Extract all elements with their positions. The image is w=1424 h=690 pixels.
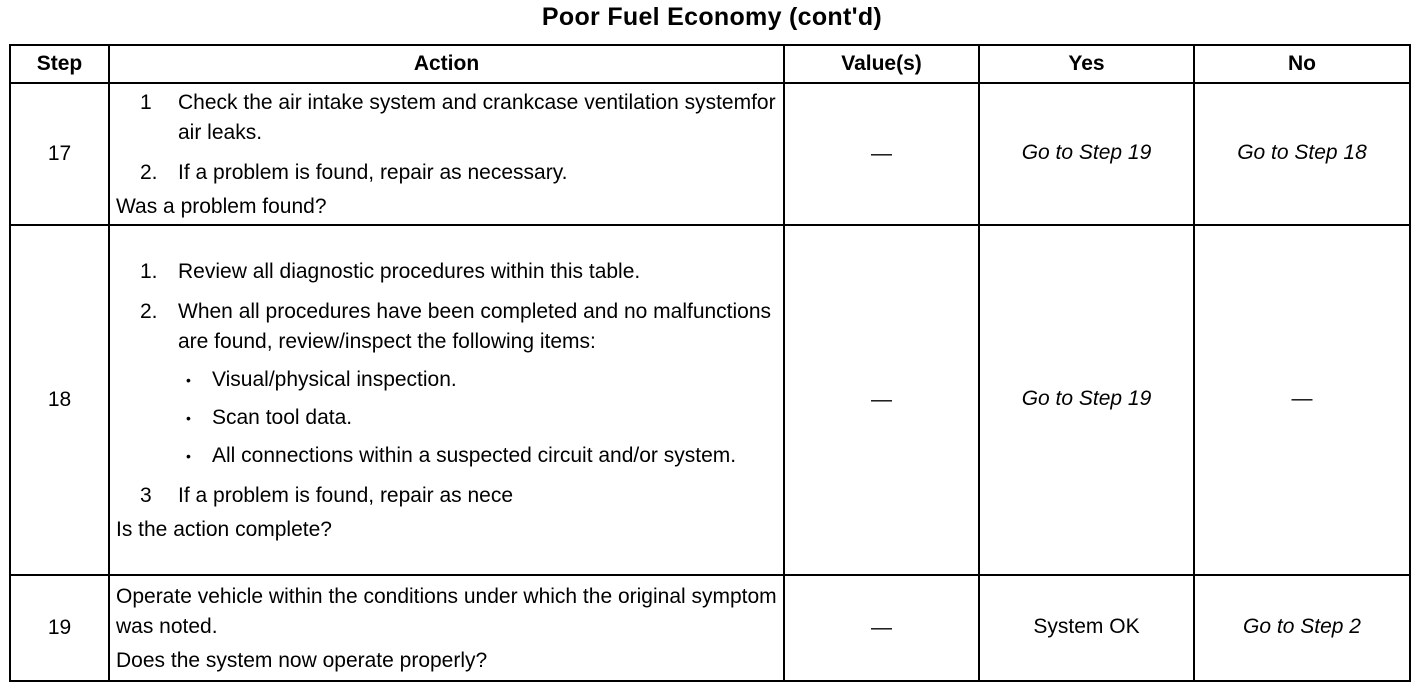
action-cell: [109, 575, 784, 681]
bullet-item: [178, 365, 777, 395]
action-cell: [109, 225, 784, 575]
action-item: [116, 88, 777, 148]
header-row: [10, 45, 1410, 83]
action-item: [116, 257, 777, 287]
action-question: Does the system now operate properly?: [116, 649, 488, 672]
value-cell: —: [784, 83, 979, 225]
action-question: Was a problem found?: [116, 195, 327, 218]
header-step: Step: [10, 45, 109, 83]
bullet-text: Visual/physical inspection.: [212, 368, 457, 391]
action-item-number: 1.: [140, 260, 158, 283]
step-number: 19: [10, 575, 109, 681]
value-cell: —: [784, 575, 979, 681]
header-action: Action: [109, 45, 784, 83]
action-item-text: Check the air intake system and crankcase ventilation systemfor air leaks.: [178, 91, 776, 144]
header-values: Value(s): [784, 45, 979, 83]
bullet-text: Scan tool data.: [212, 406, 353, 429]
action-list: [116, 88, 777, 188]
header-yes: Yes: [979, 45, 1194, 83]
action-list: [116, 257, 777, 511]
header-no: No: [1194, 45, 1410, 83]
table-row-step-19: [10, 575, 1410, 681]
value-cell: —: [784, 225, 979, 575]
action-item-number: 2.: [140, 161, 158, 184]
action-item-text: If a problem is found, repair as nece: [178, 484, 514, 507]
no-cell: —: [1194, 225, 1410, 575]
action-question: Is the action complete?: [116, 518, 332, 541]
bullet-item: [178, 403, 777, 433]
yes-cell: Go to Step 19: [979, 225, 1194, 575]
action-item-number: 3: [140, 484, 152, 507]
action-item-text: If a problem is found, repair as necessary.: [178, 161, 568, 184]
step-number: 18: [10, 225, 109, 575]
bullet-item: [178, 441, 777, 471]
bullet-icon: •: [186, 410, 191, 426]
yes-cell: Go to Step 19: [979, 83, 1194, 225]
diagnostic-table: [9, 44, 1411, 682]
table-row-step-18: [10, 225, 1410, 575]
table-row-step-17: [10, 83, 1410, 225]
action-item-number: 2.: [140, 300, 158, 323]
page-title: Poor Fuel Economy (cont'd): [541, 3, 883, 31]
bullet-list: [178, 365, 777, 471]
action-item: [116, 158, 777, 188]
action-text: Operate vehicle within the conditions under which the original symptom was noted.: [116, 585, 777, 638]
yes-cell: System OK: [979, 575, 1194, 681]
action-item: [116, 297, 777, 471]
action-item-number: 1: [140, 91, 152, 114]
step-number: 17: [10, 83, 109, 225]
action-item-text: When all procedures have been completed and no malfunctions are found, review/inspect the following items:: [178, 300, 772, 353]
action-item-text: Review all diagnostic procedures within this table.: [178, 260, 641, 283]
action-item: [116, 481, 777, 511]
no-cell: Go to Step 18: [1194, 83, 1410, 225]
bullet-text: All connections within a suspected circuit and/or system.: [212, 444, 737, 467]
no-cell: Go to Step 2: [1194, 575, 1410, 681]
bullet-icon: •: [186, 448, 191, 464]
bullet-icon: •: [186, 372, 191, 388]
action-cell: [109, 83, 784, 225]
